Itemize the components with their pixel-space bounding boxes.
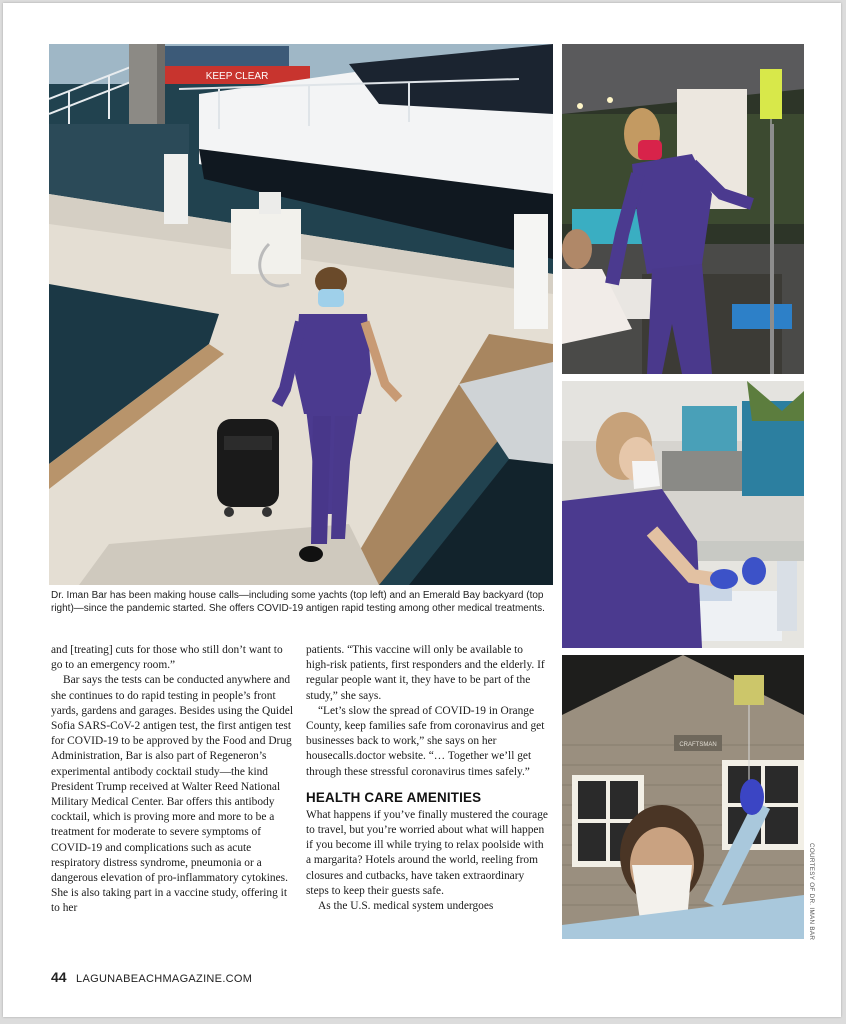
- craftsman-label: CRAFTSMAN: [679, 742, 717, 748]
- article-column-1: [51, 643, 294, 917]
- magazine-website: LAGUNABEACHMAGAZINE.COM: [76, 973, 253, 985]
- section-heading: HEALTH CARE AMENITIES: [306, 789, 482, 805]
- paragraph: and [treating] cuts for those who still don’t want to go to an emergency room.”: [51, 644, 283, 672]
- photo-rapid-test: [562, 381, 804, 648]
- photo-backyard-iv: [562, 44, 804, 374]
- keep-clear-sign: KEEP CLEAR: [205, 71, 269, 82]
- paragraph: “Let’s slow the spread of COVID-19 in Orange County, keep families safe from coronavirus and get businesses back to work,” she says on her housecalls.doctor website. “… Together we’ll get through these stressful coronavirus times safely.”: [306, 704, 545, 778]
- photo-caption: Dr. Iman Bar has been making house calls—including some yachts (top left) and an Emerald Bay backyard (top right)—since the pandemic started. She offers COVID-19 antigen rapid testing among other medical treatments.: [51, 590, 545, 614]
- page-footer: [51, 969, 252, 987]
- paragraph: As the U.S. medical system undergoes: [318, 900, 494, 913]
- page-number: 44: [51, 969, 67, 985]
- paragraph: Bar says the tests can be conducted anywhere and she continues to do rapid testing in people’s front yards, gardens and garages. Besides using the Quidel Sofia SARS-CoV-2 antigen test, the first antigen test for COVID-19 to be approved by the Food and Drug Administration, Bar is also part of Regeneron’s experimental antibody cocktail study—the kind President Trump received at Walter Reed National Military Medical Center. Bar offers this antibody cocktail, which is proving more and more to be a treatment for moderate to severe symptoms of COVID-19 and complications such as acute respiratory distress syndrome, pneumonia or a dangerous elevation of pro-inflammatory cytokines. She is also taking part in a vaccine study, offering it to her: [51, 674, 293, 915]
- magazine-page: [3, 3, 841, 1017]
- paragraph: patients. “This vaccine will only be available to high-risk patients, first responders and the elderly. If regular people want it, they have to be part of the study,” she says.: [306, 644, 545, 702]
- photo-credit: COURTESY OF DR. IMAN BAR: [808, 843, 815, 941]
- paragraph: What happens if you’ve finally mustered the courage to travel, but you’re worried about what will happen if you become ill while trying to relax poolside with a margarita? Hotels around the world, reeling from closures and cutbacks, have taken extraordinary steps to keep their guests safe.: [306, 808, 548, 897]
- article-column-2: [306, 643, 549, 914]
- photo-night-selfie: [562, 655, 804, 939]
- photo-marina-yacht: [49, 44, 553, 585]
